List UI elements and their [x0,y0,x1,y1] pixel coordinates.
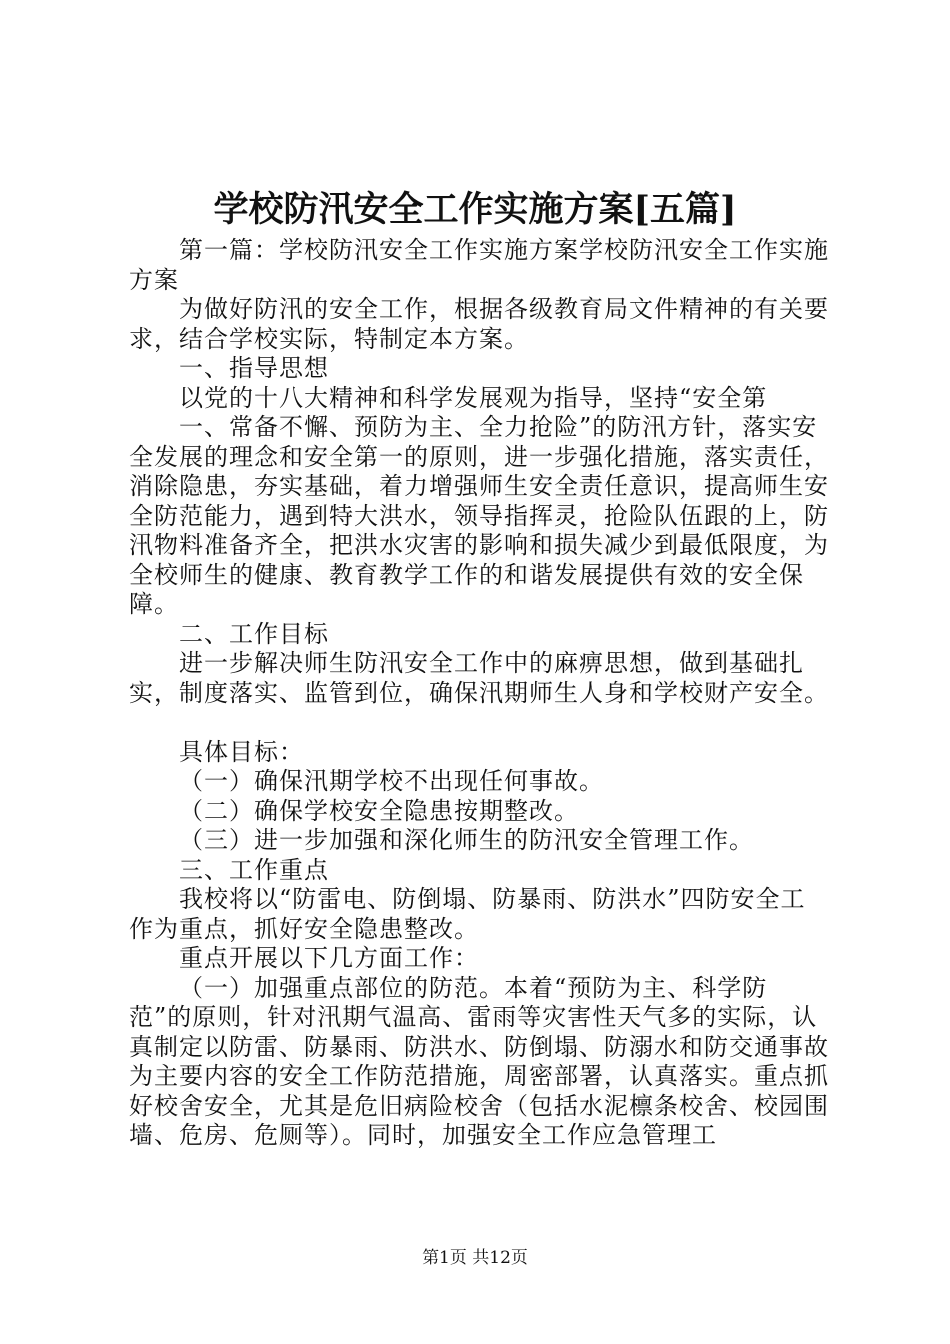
subheading-specific-goals: 具体目标： [179,737,304,766]
list-item-goal-2: （二）确保学校安全隐患按期整改。 [179,796,579,825]
paragraph-purpose: 为做好防汛的安全工作，根据各级教育局文件精神的有关要求，结合学校实际，特制定本方案。 [129,295,829,353]
list-item-goal-1: （一）确保汛期学校不出现任何事故。 [179,767,604,795]
paragraph-flood-policy: 一、常备不懈、预防为主、全力抢险”的防汛方针，落实安全发展的理念和安全第一的原则，进一步强化措施，落实责任，消除隐患，夯实基础，着力增强师生安全责任意识，提高师生安全防范能力，遇到特大洪水，领导指挥灵，抢险队伍跟的上，防汛物料准备齐全，把洪水灾害的影响和损失减少到最低限度，为全校师生的健康、教育教学工作的和谐发展提供有效的安全保障。 [129,413,829,618]
section-heading-guiding-thought: 一、指导思想 [179,354,329,382]
paragraph-work-goal: 进一步解决师生防汛安全工作中的麻痹思想，做到基础扎实，制度落实、监管到位，确保汛期师生人身和学校财产安全。 [129,649,829,707]
document-body [129,236,829,1151]
paragraph-work-focus: 我校将以“防雷电、防倒塌、防暴雨、防洪水”四防安全工作为重点，抓好安全隐患整改。 [129,885,806,943]
subheading-key-tasks: 重点开展以下几方面工作： [179,944,479,972]
section-heading-work-focus: 三、工作重点 [179,855,329,884]
section-heading-work-goal: 二、工作目标 [179,619,329,648]
paragraph-intro-heading: 第一篇：学校防汛安全工作实施方案学校防汛安全工作实施方案 [129,236,829,294]
document-title: 学校防汛安全工作实施方案[五篇] [213,189,737,230]
paragraph-key-task-1: （一）加强重点部位的防范。本着“预防为主、科学防范”的原则，针对汛期气温高、雷雨等灾害性天气多的实际，认真制定以防雷、防暴雨、防洪水、防倒塌、防溺水和防交通事故为主要内容的安全工作防范措施，周密部署，认真落实。重点抓好校舍安全，尤其是危旧病险校舍（包括水泥檩条校舍、校园围墙、危房、危厕等）。同时，加强安全工作应急管理工 [129,973,829,1149]
list-item-goal-3: （三）进一步加强和深化师生的防汛安全管理工作。 [179,826,754,854]
page-footer: 第1页 共12页 [422,1248,528,1268]
paragraph-guiding-thought: 以党的十八大精神和科学发展观为指导，坚持“安全第 [179,383,768,412]
